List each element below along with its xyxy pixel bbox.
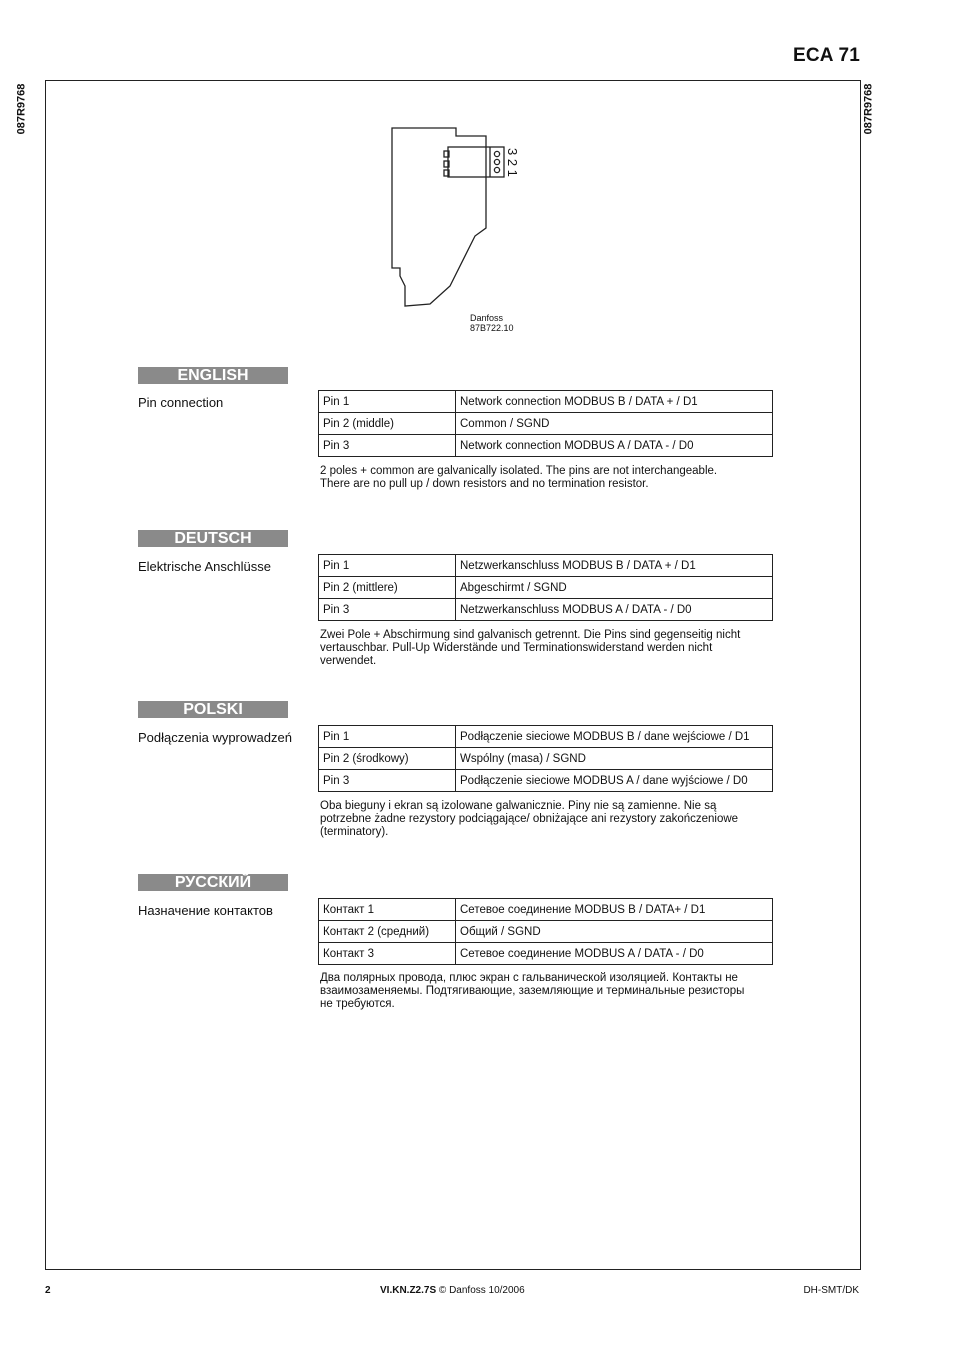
section-heading-polski: POLSKI xyxy=(138,701,288,718)
table-row xyxy=(319,748,773,770)
pin-desc-cell: Netzwerkanschluss MODBUS A / DATA - / D0 xyxy=(456,599,773,621)
footer-page-number: 2 xyxy=(45,1285,51,1296)
table-row xyxy=(319,413,773,435)
pin-cell: Pin 3 xyxy=(319,770,456,792)
table-row xyxy=(319,577,773,599)
table-row xyxy=(319,943,773,965)
footer-doc-info xyxy=(380,1285,525,1296)
table-row xyxy=(319,770,773,792)
pin-desc-cell: Wspólny (masa) / SGND xyxy=(456,748,773,770)
pin-table-polski xyxy=(318,725,773,792)
pin-desc-cell: Podłączenie sieciowe MODBUS A / dane wyjściowe / D0 xyxy=(456,770,773,792)
pin-table-english xyxy=(318,390,773,457)
pin-cell: Pin 2 (middle) xyxy=(319,413,456,435)
pin-cell: Контакт 1 xyxy=(319,899,456,921)
side-code-left: 087R9768 xyxy=(15,83,28,135)
section-label-polski: Podłączenia wyprowadzeń xyxy=(138,730,292,745)
pin-desc-cell: Общий / SGND xyxy=(456,921,773,943)
pin-desc-cell: Сетевое соединение MODBUS A / DATA - / D0 xyxy=(456,943,773,965)
pin-cell: Pin 3 xyxy=(319,599,456,621)
pin-cell: Контакт 3 xyxy=(319,943,456,965)
connector-diagram xyxy=(380,118,540,338)
pin-cell: Pin 1 xyxy=(319,391,456,413)
note-russian: Два полярных провода, плюс экран с гальванической изоляцией. Контакты не взаимозаменяемы. Подтягивающие, заземляющие и терминальные резисторы не требуются. xyxy=(320,972,745,1010)
table-row xyxy=(319,899,773,921)
section-heading-deutsch: DEUTSCH xyxy=(138,530,288,547)
table-row xyxy=(319,921,773,943)
note-english: 2 poles + common are galvanically isolated. The pins are not interchangeable. There are no pull up / down resistors and no termination resistor. xyxy=(320,465,718,490)
pin-table-russian xyxy=(318,898,773,965)
pin-desc-cell: Сетевое соединение MODBUS B / DATA+ / D1 xyxy=(456,899,773,921)
pin-table-deutsch xyxy=(318,554,773,621)
note-deutsch: Zwei Pole + Abschirmung sind galvanisch getrennt. Die Pins sind gegenseitig nicht vertauschbar. Pull-Up Widerstände und Terminationswiderstand werden nicht verwendet. xyxy=(320,629,741,667)
diagram-brand: Danfoss xyxy=(470,313,504,323)
pin-desc-cell: Podłączenie sieciowe MODBUS B / dane wejściowe / D1 xyxy=(456,726,773,748)
module-outline xyxy=(392,128,486,306)
pin-cell: Pin 1 xyxy=(319,555,456,577)
pin-desc-cell: Abgeschirmt / SGND xyxy=(456,577,773,599)
pin-cell: Pin 2 (środkowy) xyxy=(319,748,456,770)
table-row xyxy=(319,726,773,748)
table-row xyxy=(319,599,773,621)
table-row xyxy=(319,391,773,413)
pin-cell: Контакт 2 (средний) xyxy=(319,921,456,943)
pin-cell: Pin 1 xyxy=(319,726,456,748)
section-label-english: Pin connection xyxy=(138,395,224,410)
footer-doc-code: VI.KN.Z2.7S xyxy=(380,1285,437,1296)
section-heading-english: ENGLISH xyxy=(138,367,288,384)
footer-dept: DH-SMT/DK xyxy=(803,1285,859,1296)
pin-cell: Pin 2 (mittlere) xyxy=(319,577,456,599)
pin-cell: Pin 3 xyxy=(319,435,456,457)
table-row xyxy=(319,435,773,457)
diagram-ref: 87B722.10 xyxy=(470,323,514,333)
footer-copyright: © Danfoss 10/2006 xyxy=(438,1285,525,1296)
side-code-right: 087R9768 xyxy=(862,83,875,135)
section-label-russian: Назначение контактов xyxy=(138,903,273,918)
note-polski: Oba bieguny i ekran są izolowane galwanicznie. Piny nie są zamienne. Nie są potrzebne żadne rezystory podciągające/ obniżające ani rezystory zakończeniowe (terminatory). xyxy=(320,800,739,838)
pin-desc-cell: Network connection MODBUS B / DATA + / D1 xyxy=(456,391,773,413)
table-row xyxy=(319,555,773,577)
page-title: ECA 71 xyxy=(792,45,860,66)
pin-desc-cell: Common / SGND xyxy=(456,413,773,435)
pin-numbers: 3 2 1 xyxy=(505,148,520,177)
pin-desc-cell: Netzwerkanschluss MODBUS B / DATA + / D1 xyxy=(456,555,773,577)
pin-desc-cell: Network connection MODBUS A / DATA - / D0 xyxy=(456,435,773,457)
section-heading-russian: РУССКИЙ xyxy=(138,874,288,891)
section-label-deutsch: Elektrische Anschlüsse xyxy=(138,559,271,574)
